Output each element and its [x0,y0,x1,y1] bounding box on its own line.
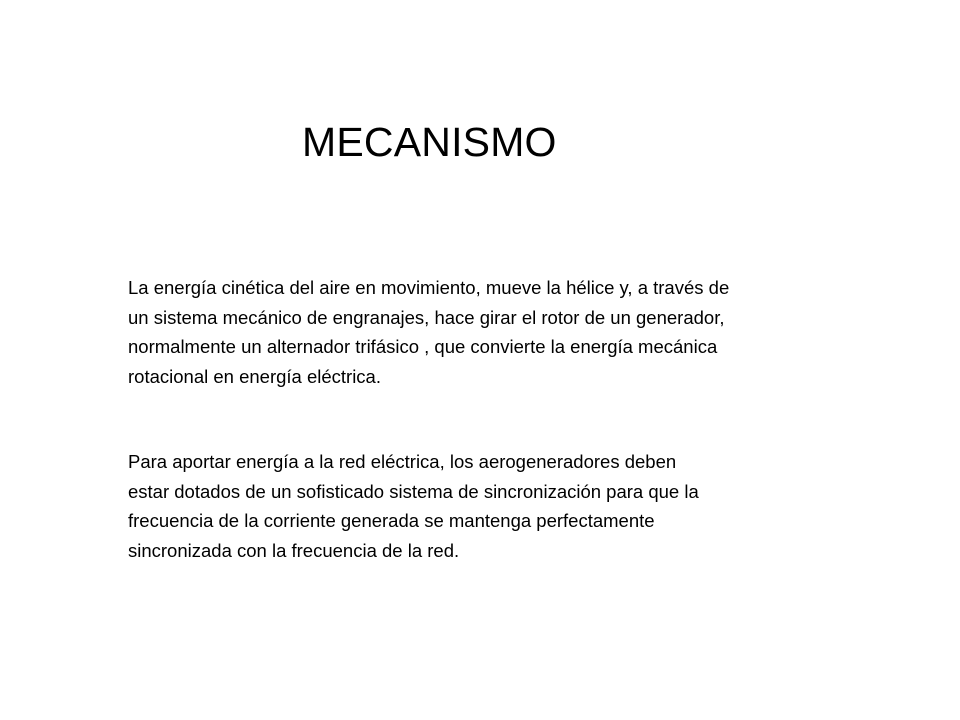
paragraph-line: un sistema mecánico de engranajes, hace girar el rotor de un generador, [128,306,725,328]
paragraph-line: frecuencia de la corriente generada se mantenga perfectamente [128,510,655,531]
slide-title: MECANISMO [302,119,557,165]
paragraph-line: sincronizada con la frecuencia de la red. [128,539,460,561]
paragraph-line: normalmente un alternador trifásico , que convierte la energía mecánica [128,336,718,357]
paragraph-line: rotacional en energía eléctrica. [128,365,381,387]
paragraph-line: estar dotados de un sofisticado sistema de sincronización para que la [128,480,699,502]
paragraph-mechanism-description [128,273,848,391]
paragraph-line: Para aportar energía a la red eléctrica, los aerogeneradores deben [128,451,677,472]
paragraph-grid-synchronization [128,447,848,565]
paragraph-line: La energía cinética del aire en movimiento, mueve la hélice y, a través de [128,277,730,298]
